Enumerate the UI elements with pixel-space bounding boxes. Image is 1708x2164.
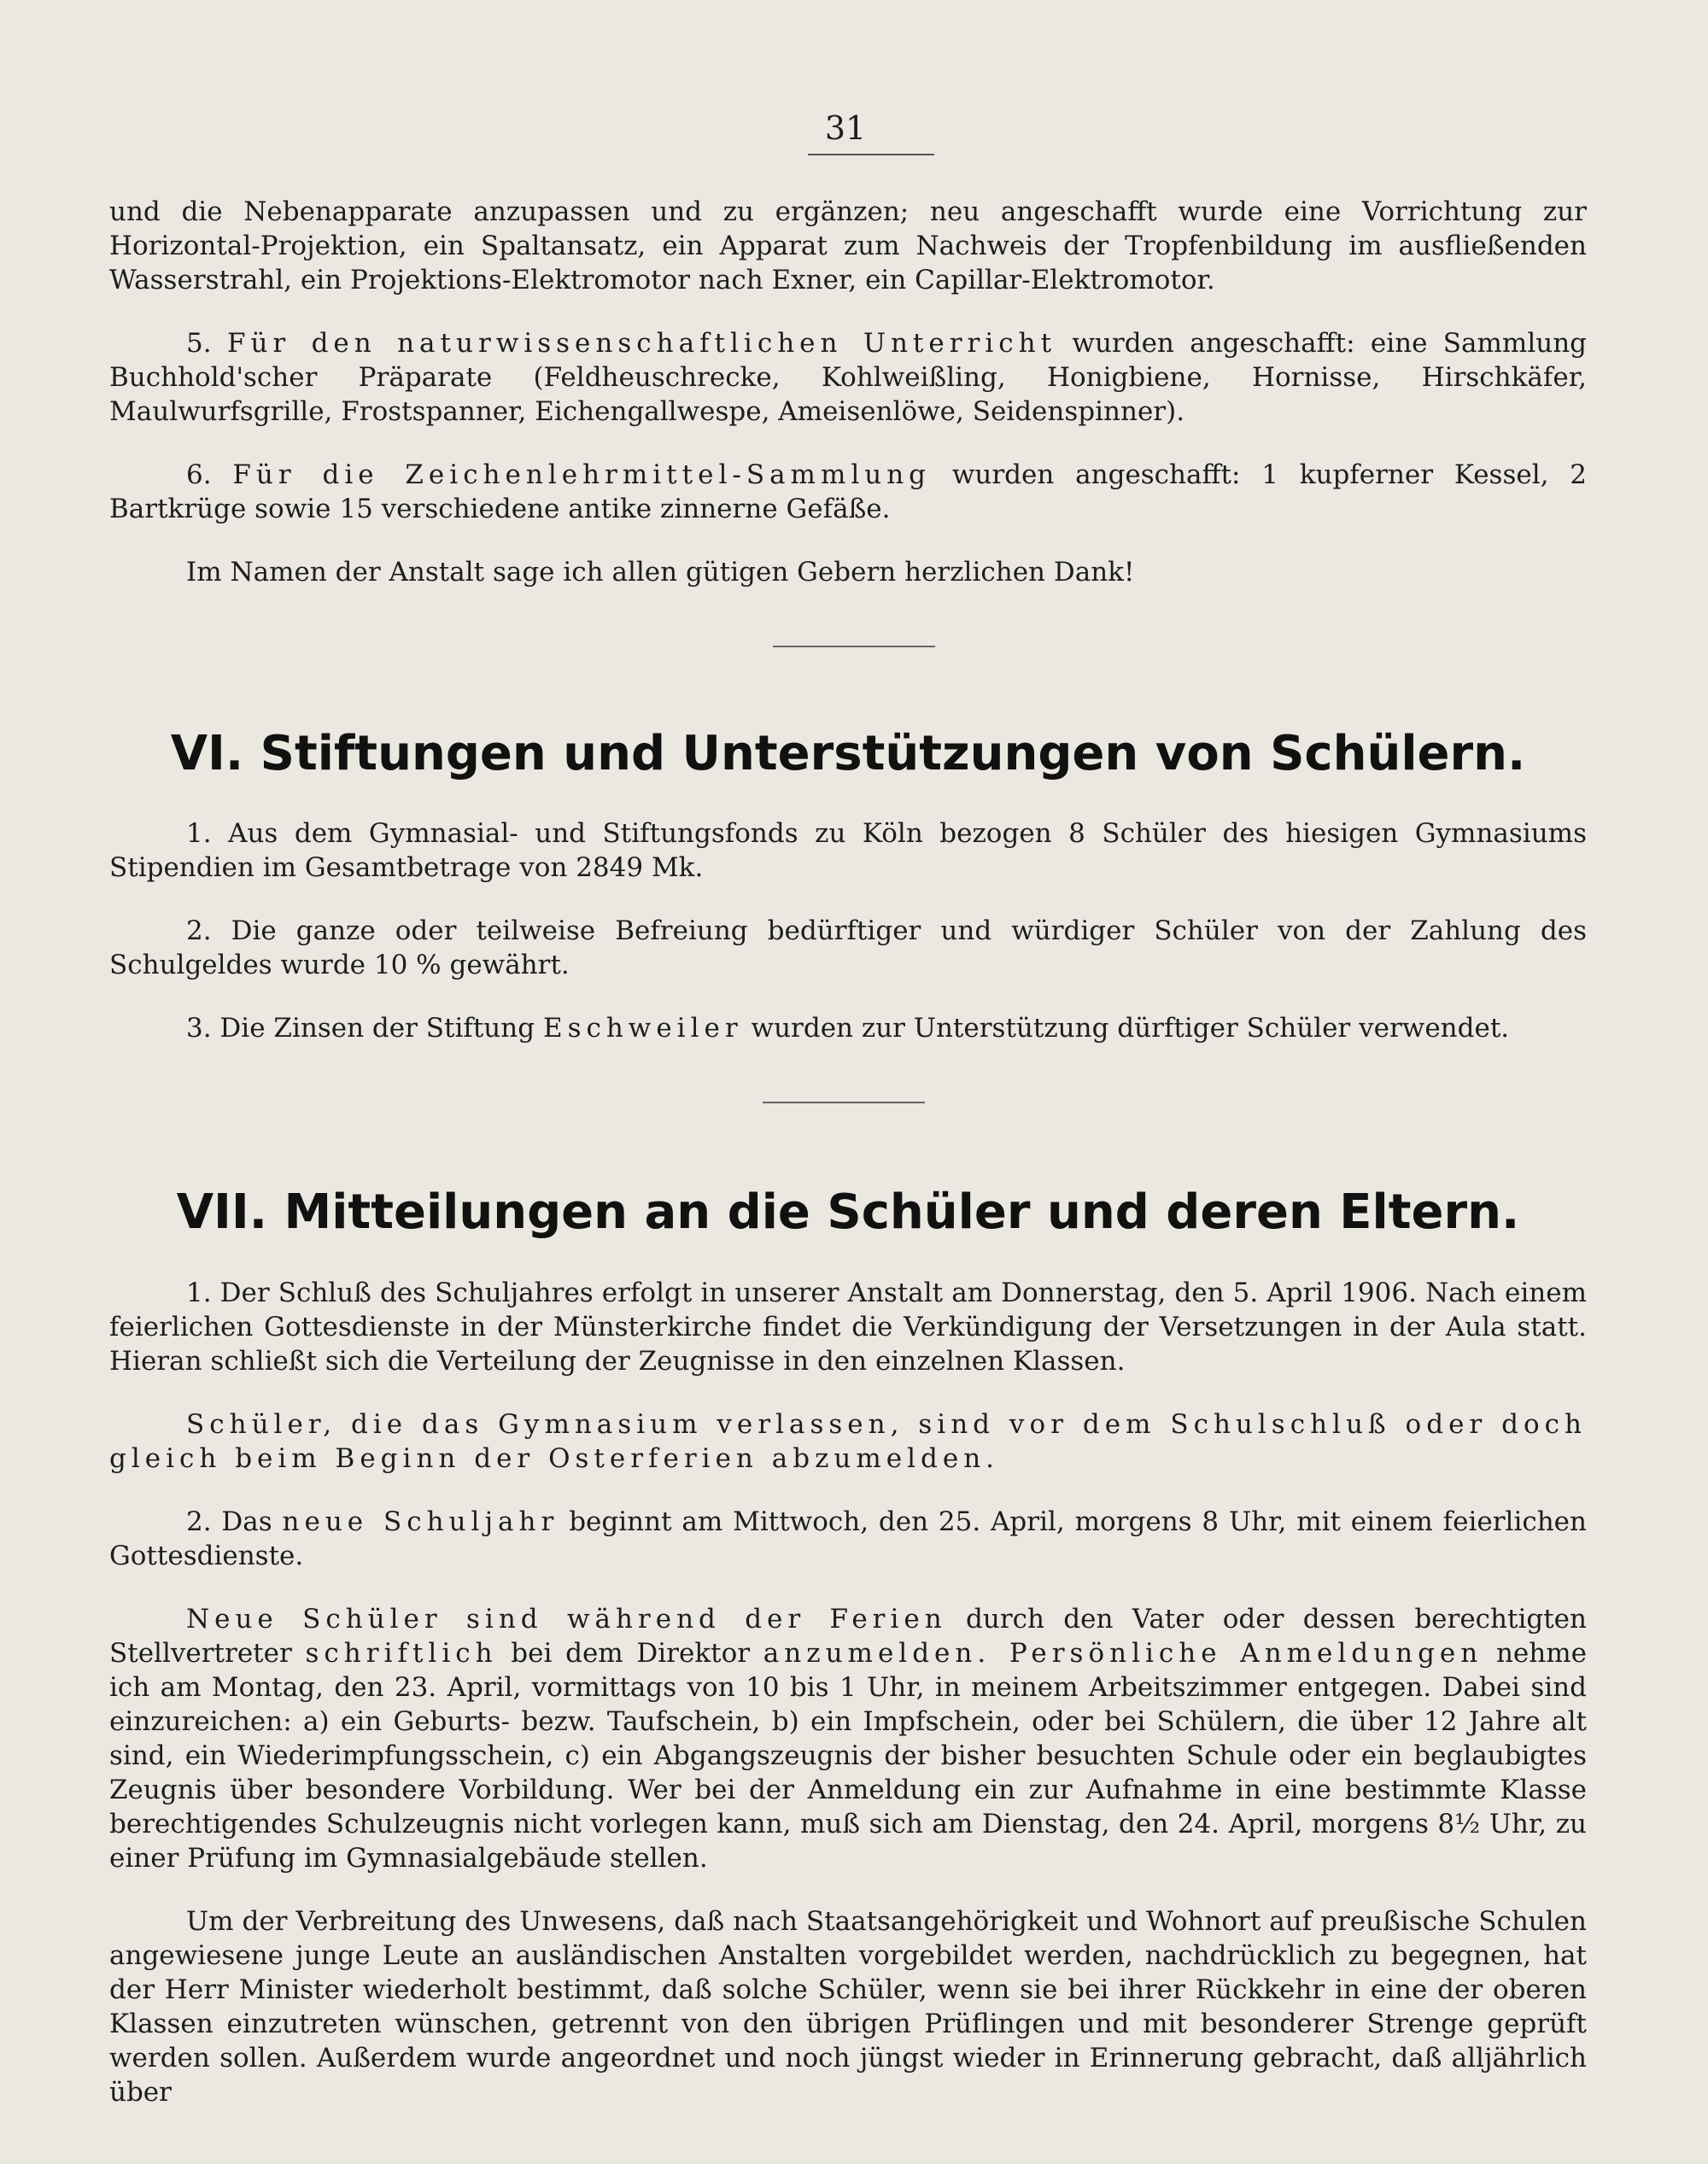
paragraph-thanks: Im Namen der Anstalt sage ich allen gütigen Gebern herzlichen Dank!	[186, 557, 1135, 588]
spaced-emphasis: neue Schuljahr	[282, 1506, 559, 1537]
spaced-emphasis: Für die Zeichenlehrmittel-Sammlung	[232, 459, 932, 490]
paragraph-school-year-end: 1. Der Schluß des Schuljahres erfolgt in unserer Anstalt am Donnerstag, den 5. April 1906. Nach einem feierlichen Gottesdienste in der Münsterkirche findet die Verkündigung der Versetzungen in der Aula statt. Hieran schließt sich die Verteilung der Zeugnisse in den einzelnen Klassen.	[109, 1278, 1587, 1377]
page-number-rule	[808, 154, 934, 155]
section-vi-body	[109, 816, 1587, 1074]
spaced-emphasis: Für den naturwissenschaftlichen Unterricht	[226, 328, 1057, 359]
paragraph-foundation	[109, 1011, 1587, 1045]
paragraph-text: durch den Vater oder dessen berechtigten Stellvertreter	[109, 1604, 1587, 1669]
spaced-emphasis: Eschweiler	[542, 1013, 743, 1044]
paragraph-text: wurden angeschafft: 1 kupferner Kessel, 2 Bartkrüge sowie 15 verschiedene antike zinnerne Gefäße.	[109, 459, 1588, 524]
spaced-emphasis: schriftlich	[305, 1638, 498, 1669]
paragraph-deregistration: Schüler, die das Gymnasium verlassen, sind vor dem Schulschluß oder doch gleich beim Beginn der Osterferien abzumelden.	[109, 1409, 1587, 1474]
paragraph-foreign-schools: Um der Verbreitung des Unwesens, daß nach Staatsangehörigkeit und Wohnort auf preußische Schulen angewiesene junge Leute an ausländischen Anstalten vorgebildet werden, nachdrücklich zu begegnen, hat der Herr Minister wiederholt bestimmt, daß solche Schüler, wenn sie bei ihrer Rückkehr in eine der oberen Klassen einzutreten wünschen, getrennt von den übrigen Prüflingen und mit besonderer Strenge geprüft werden sollen. Außerdem wurde angeordnet und noch jüngst wieder in Erinnerung gebracht, daß alljährlich über	[109, 1906, 1587, 2108]
paragraph-text: beginnt am Mittwoch, den 25. April, morgens 8 Uhr, mit einem feierlichen Gottesdienste.	[109, 1506, 1587, 1571]
spaced-emphasis: Neue Schüler sind während der Ferien	[186, 1604, 947, 1635]
intro-block	[109, 195, 1587, 618]
paragraph-text: 2. Das	[186, 1506, 272, 1537]
paragraph-fee-exemption: 2. Die ganze oder teilweise Befreiung bedürftiger und würdiger Schüler von der Zahlung des Schulgeldes wurde 10 % gewährt.	[109, 915, 1587, 980]
paragraph-stipends: 1. Aus dem Gymnasial- und Stiftungsfonds zu Köln bezogen 8 Schüler des hiesigen Gymnasiums Stipendien im Gesamtbetrage von 2849 Mk.	[109, 818, 1587, 883]
page-number: 31	[824, 109, 867, 147]
paragraph-text: bei dem Direktor	[511, 1638, 751, 1669]
section-heading-vii: VII. Mitteilungen an die Schüler und deren Eltern.	[176, 1184, 1520, 1240]
section-divider	[773, 646, 935, 647]
paragraph-drawing	[109, 458, 1587, 526]
paragraph-science	[109, 326, 1587, 429]
paragraph-text: 3. Die Zinsen der Stiftung	[186, 1013, 535, 1044]
spaced-emphasis: anzumelden. Persönliche Anmeldungen	[763, 1638, 1483, 1669]
section-heading-vi: VI. Stiftungen und Unterstützungen von Schülern.	[170, 726, 1526, 781]
section-divider	[763, 1102, 925, 1103]
paragraph-new-school-year	[109, 1505, 1587, 1573]
paragraph-registration	[109, 1602, 1587, 1875]
item-number: 5.	[186, 328, 212, 359]
paragraph-text: wurden zur Unterstützung dürftiger Schüler verwendet.	[751, 1013, 1510, 1044]
item-number: 6.	[186, 459, 212, 490]
section-vii-body	[109, 1276, 1587, 2138]
paragraph-text: nehme ich am Montag, den 23. April, vormittags von 10 bis 1 Uhr, in meinem Arbeitszimmer entgegen. Dabei sind einzureichen: a) ein Geburts- bezw. Taufschein, b) ein Impfschein, oder bei Schülern, die über 12 Jahre alt sind, ein Wiederimpfungsschein, c) ein Abgangszeugnis der bisher besuchten Schule oder ein beglaubigtes Zeugnis über besondere Vorbildung. Wer bei der Anmeldung ein zur Aufnahme in eine bestimmte Klasse berechtigendes Schulzeugnis nicht vorlegen kann, muß sich am Dienstag, den 24. April, morgens 8½ Uhr, zu einer Prüfung im Gymnasialgebäude stellen.	[109, 1638, 1587, 1874]
paragraph-apparatus: und die Nebenapparate anzupassen und zu ergänzen; neu angeschafft wurde eine Vorrichtung zur Horizontal-Projektion, ein Spaltansatz, ein Apparat zum Nachweis der Tropfenbildung im ausfließenden Wasserstrahl, ein Projektions-Elektromotor nach Exner, ein Capillar-Elektromotor.	[109, 196, 1587, 295]
paragraph-text: wurden angeschafft: eine Sammlung Buchhold'scher Präparate (Feldheuschrecke, Kohlweißling, Honigbiene, Hornisse, Hirschkäfer, Maulwurfsgrille, Frostspanner, Eichengallwespe, Ameisenlöwe, Seidenspinner).	[109, 328, 1588, 427]
